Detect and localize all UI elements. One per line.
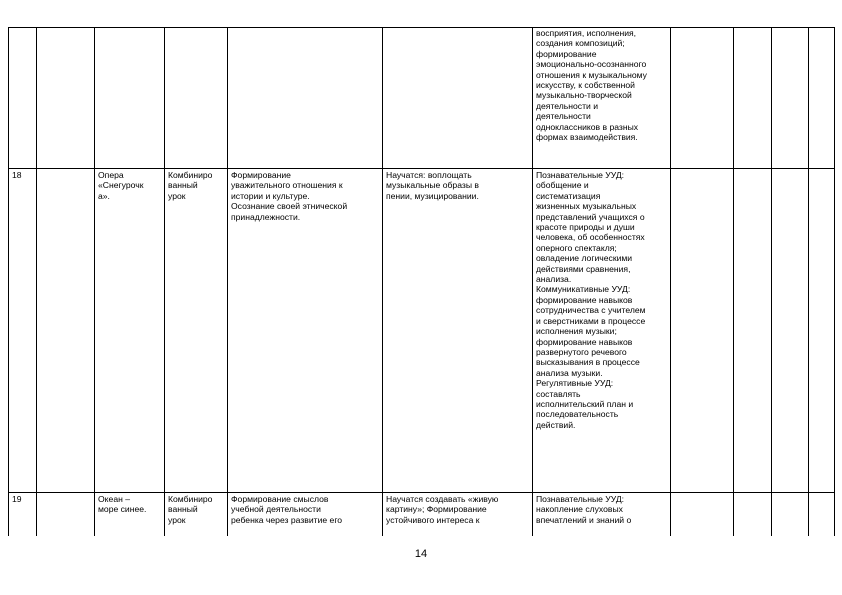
meta-results: Познавательные УУД: обобщение и систематизация жизненных музыкальных представлений учащихся о красоте природы и души человека, об особенностях оперного спектакля; овладение логическими действиями сравнения, анализа. Коммуникативные УУД: формирование навыков сотрудничества с учителем и сверстниками в процессе исполнения музыки; формирование навыков развернутого речевого высказывания в процессе анализа музыки. Регулятивные УУД: составлять исполнительский план и последовательность действий. bbox=[533, 169, 671, 493]
lesson-number bbox=[9, 28, 37, 169]
empty-cell bbox=[734, 493, 772, 541]
empty-cell bbox=[772, 493, 809, 541]
page-number: 14 bbox=[414, 548, 428, 560]
table-row bbox=[9, 493, 835, 541]
table-row bbox=[9, 169, 835, 493]
lesson-type bbox=[165, 28, 228, 169]
lesson-type: Комбиниро ванный урок bbox=[165, 493, 228, 541]
empty-cell bbox=[809, 169, 835, 493]
lesson-date bbox=[37, 169, 95, 493]
empty-cell bbox=[772, 169, 809, 493]
lesson-date bbox=[37, 28, 95, 169]
empty-cell bbox=[734, 28, 772, 169]
empty-cell bbox=[671, 169, 734, 493]
lesson-type: Комбиниро ванный урок bbox=[165, 169, 228, 493]
personal-results: Формирование смыслов учебной деятельности ребенка через развитие его bbox=[228, 493, 383, 541]
meta-results: восприятия, исполнения, создания композиций; формирование эмоционально-осознанного отношения к музыкальному искусству, к собственной музыкально-творческой деятельности и деятельности одноклассников в разных формах взаимодействия. bbox=[533, 28, 671, 169]
page-bottom-margin bbox=[0, 536, 842, 595]
subject-results: Научатся создавать «живую картину»; Формирование устойчивого интереса к bbox=[383, 493, 533, 541]
personal-results bbox=[228, 28, 383, 169]
empty-cell bbox=[809, 493, 835, 541]
lesson-number: 19 bbox=[9, 493, 37, 541]
empty-cell bbox=[734, 169, 772, 493]
lesson-topic bbox=[95, 28, 165, 169]
meta-results: Познавательные УУД: накопление слуховых впечатлений и знаний о bbox=[533, 493, 671, 541]
lesson-topic: Океан – море синее. bbox=[95, 493, 165, 541]
subject-results: Научатся: воплощать музыкальные образы в пении, музицировании. bbox=[383, 169, 533, 493]
empty-cell bbox=[671, 493, 734, 541]
subject-results bbox=[383, 28, 533, 169]
lesson-date bbox=[37, 493, 95, 541]
personal-results: Формирование уважительного отношения к истории и культуре. Осознание своей этнической принадлежности. bbox=[228, 169, 383, 493]
lesson-topic: Опера «Снегурочк а». bbox=[95, 169, 165, 493]
lesson-plan-table bbox=[8, 27, 835, 541]
table-row bbox=[9, 28, 835, 169]
empty-cell bbox=[772, 28, 809, 169]
lesson-number: 18 bbox=[9, 169, 37, 493]
empty-cell bbox=[809, 28, 835, 169]
empty-cell bbox=[671, 28, 734, 169]
